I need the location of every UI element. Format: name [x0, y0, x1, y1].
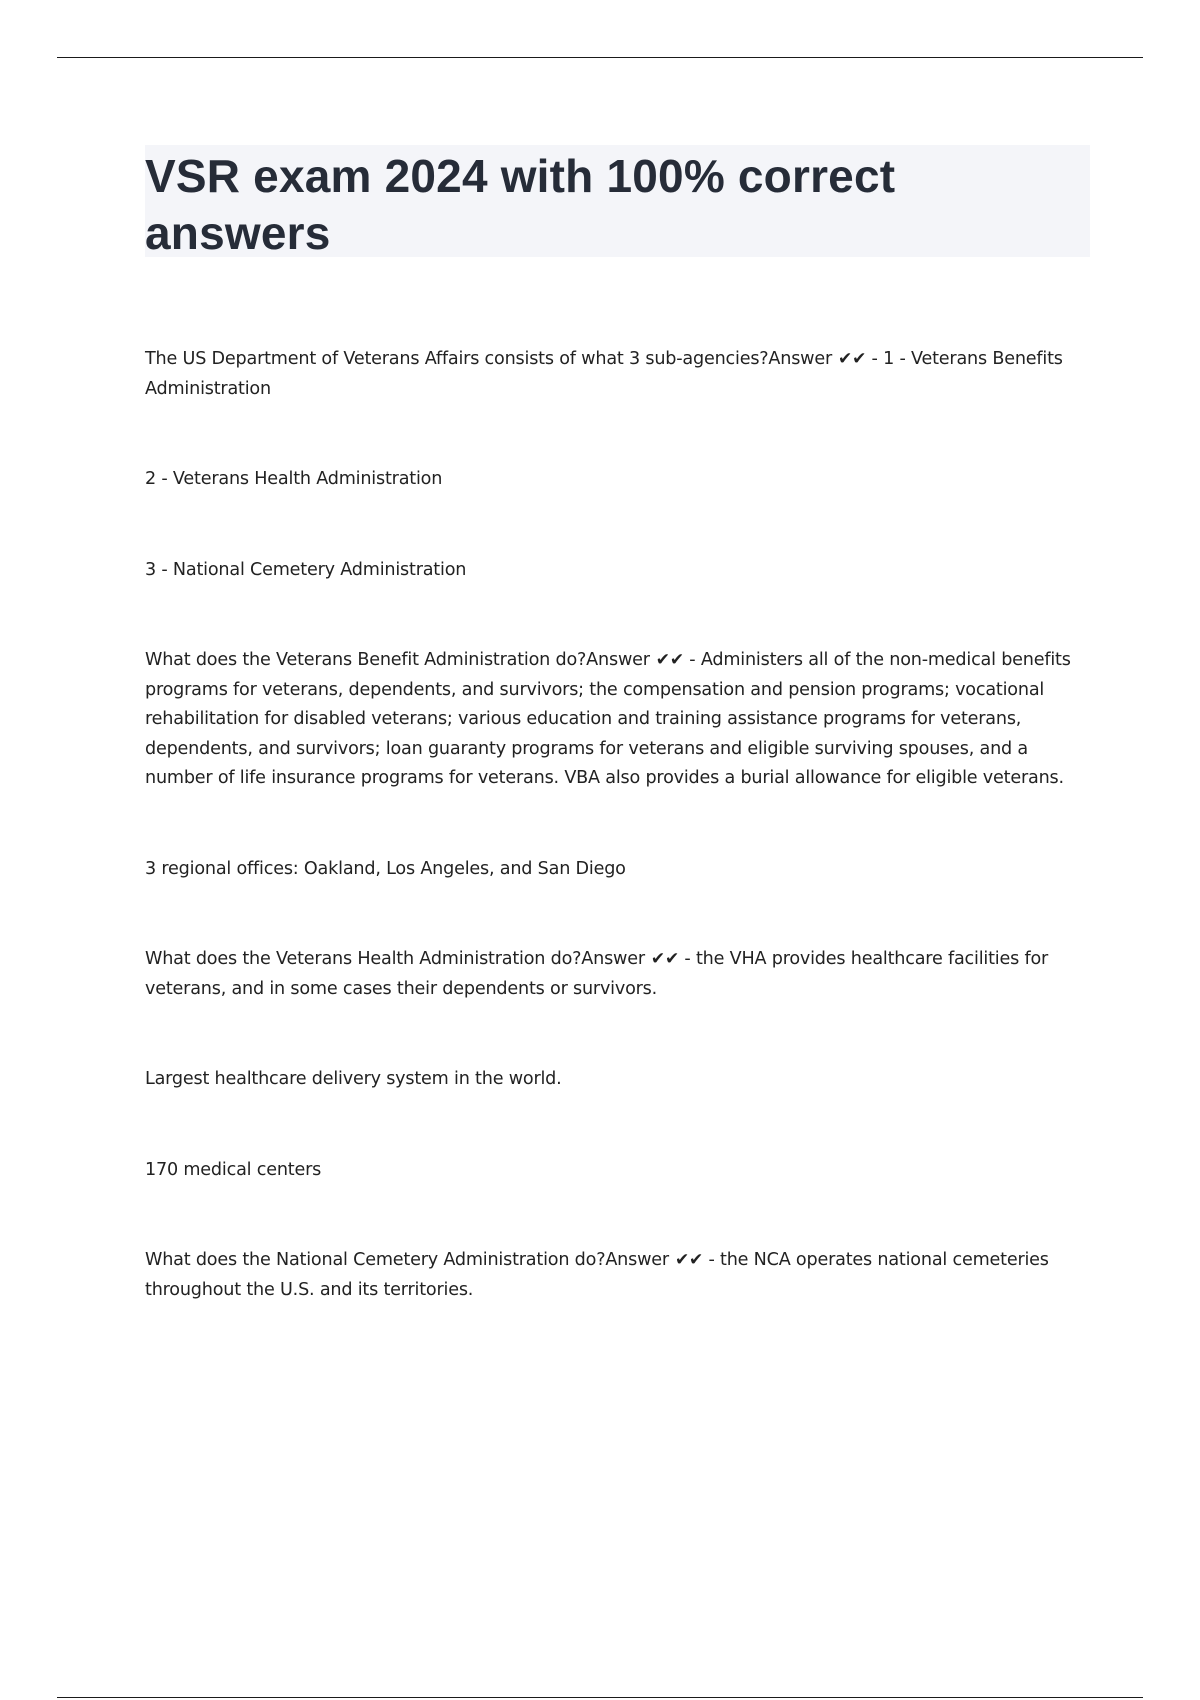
footer-rule	[57, 1697, 1143, 1698]
answer-text: - 1 - Veterans Benefits Administration	[145, 349, 1063, 399]
answer-text: - Administers all of the non-medical benefits programs for veterans, dependents, and survivors; the compensation and pension programs; vocational rehabilitation for disabled veterans; various education and training assistance programs for veterans, dependents, and survivors; loan guaranty programs for veterans and eligible surviving spouses, and a number of life insurance programs for veterans. VBA also provides a burial allowance for eligible veterans.	[145, 650, 1071, 788]
qa-item-vba	[145, 646, 1090, 794]
qa-item-nca	[145, 1246, 1090, 1305]
qa-item-va-subagencies	[145, 345, 1090, 404]
double-check-icon: ✔✔	[650, 949, 680, 969]
question-text: What does the Veterans Health Administration do?Answer	[145, 949, 645, 969]
note-veterans-health-admin: 2 - Veterans Health Administration	[145, 469, 443, 489]
answer-text: - the NCA operates national cemeteries throughout the U.S. and its territories.	[145, 1250, 1049, 1300]
question-text: The US Department of Veterans Affairs consists of what 3 sub-agencies?Answer	[145, 349, 833, 369]
double-check-icon: ✔✔	[674, 1250, 704, 1270]
question-text: What does the National Cemetery Administration do?Answer	[145, 1250, 669, 1270]
title-block	[145, 145, 1090, 257]
note-national-cemetery-admin: 3 - National Cemetery Administration	[145, 559, 467, 580]
double-check-icon: ✔✔	[838, 349, 867, 369]
qa-item-vha	[145, 945, 1090, 1004]
double-check-icon: ✔✔	[655, 650, 684, 670]
document-body	[145, 345, 1090, 1366]
answer-text: - the VHA provides healthcare facilities for veterans, and in some cases their dependents or survivors.	[145, 949, 1049, 999]
note-regional-offices: 3 regional offices: Oakland, Los Angeles, and San Diego	[145, 858, 626, 879]
note-medical-centers: 170 medical centers	[145, 1159, 322, 1180]
question-text: What does the Veterans Benefit Administration do?Answer	[145, 650, 650, 670]
header-rule	[57, 57, 1143, 58]
note-largest-healthcare: Largest healthcare delivery system in the world.	[145, 1069, 562, 1089]
document-title: VSR exam 2024 with 100% correct answers	[145, 150, 896, 259]
